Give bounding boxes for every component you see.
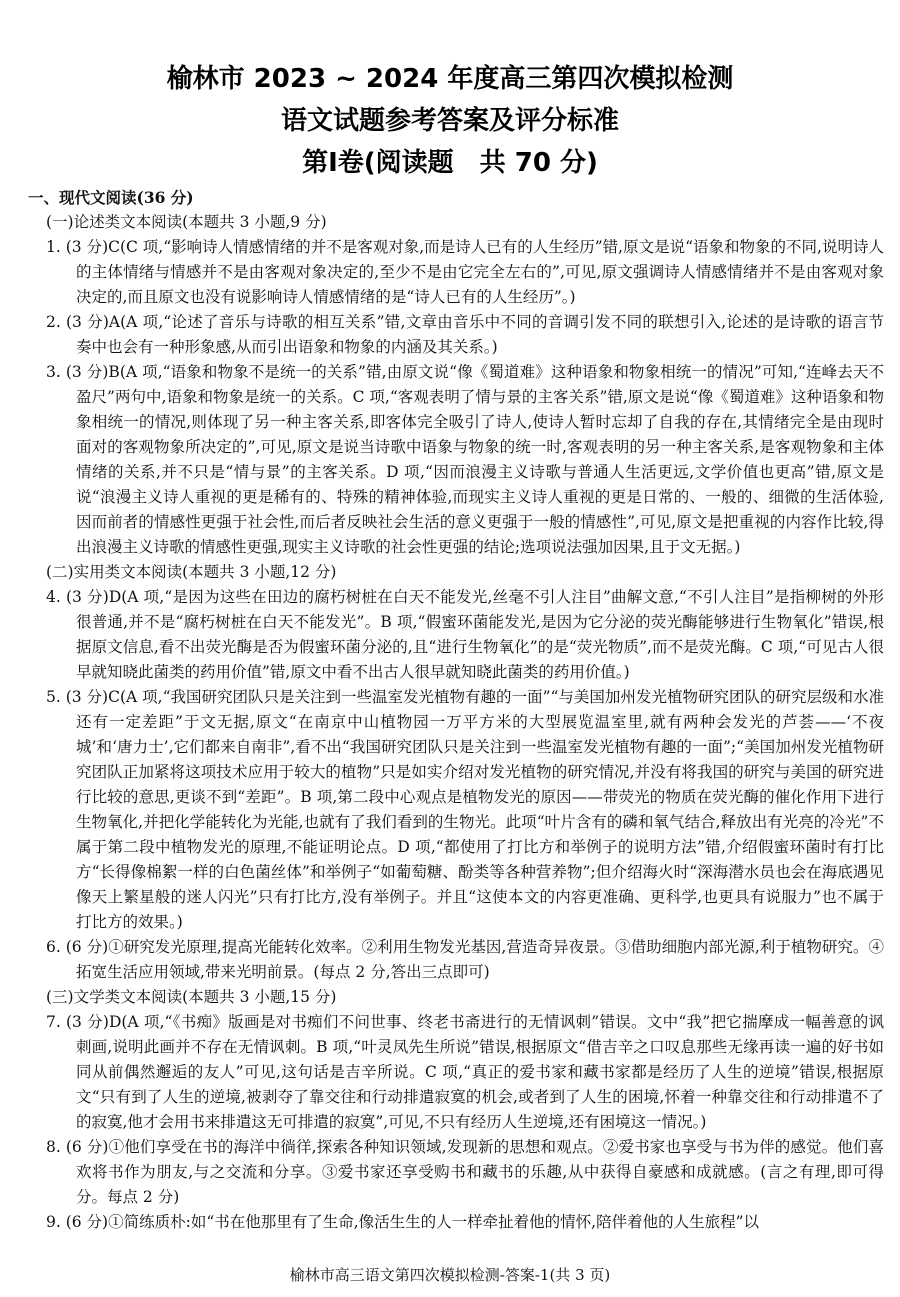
answer-q1: 1. (3 分)C(C 项,“影响诗人情感情绪的并不是客观对象,而是诗人已有的人生经历”错,原文是说“语象和物象的不同,说明诗人的主体情绪与情感并不是由客观对象决定的,至少不是由它完全左右的”,可见,原文强调诗人情感情绪并不是由客观对象决定的,而且原文也没有说影响诗人情感情绪的是“诗人已有的人生经历”。) — [46, 238, 884, 306]
answer-q6: 6. (6 分)①研究发光原理,提高光能转化效率。②利用生物发光基因,营造奇异夜景。③借助细胞内部光源,利于植物研究。④拓宽生活应用领域,带来光明前景。(每点 2 分,答出三点即可) — [46, 938, 884, 981]
volume-title: 第Ⅰ卷(阅读题 共 70 分) — [302, 148, 598, 178]
answer-q2: 2. (3 分)A(A 项,“论述了音乐与诗歌的相互关系”错,文章由音乐中不同的音调引发不同的联想引入,论述的是诗歌的语言节奏中也会有一种形象感,从而引出语象和物象的内涵及其关系。) — [46, 313, 884, 356]
answer-q3: 3. (3 分)B(A 项,“语象和物象不是统一的关系”错,由原文说“像《蜀道难》这种语象和物象相统一的情况”可知,“连峰去天不盈尺”两句中,语象和物象是统一的关系。C 项,“客观表明了情与景的主客关系”错,原文是说“像《蜀道难》这种语象和物象相统一的情况,则体现了另一种主客关系,即客体完全吸引了诗人,使诗人暂时忘却了自我的存在,其情绪完全是由现时面对的客观物象所决定的”,可见,原文是说当诗歌中语象与物象的统一时,客观表明的另一种主客关系,是客观物象和主体情绪的关系,并不只是“情与景”的主客关系。D 项,“因而浪漫主义诗歌与普通人生活更远,文学价值也更高”错,原文是说“浪漫主义诗人重视的更是稀有的、特殊的精神体验,而现实主义诗人重视的更是日常的、一般的、细微的生活体验,因而前者的情感性更强于社会性,而后者反映社会生活的意义更强于一般的情感性”,可见,原文是把重视的内容作比较,得出浪漫主义诗歌的情感性更强,现实主义诗歌的社会性更强的结论;选项说法强加因果,且于文无据。) — [46, 363, 884, 556]
answer-key-title: 语文试题参考答案及评分标准 — [280, 106, 619, 136]
answer-q9: 9. (6 分)①简练质朴:如“书在他那里有了生命,像活生生的人一样牵扯着他的情怀,陪伴着他的人生旅程”以 — [46, 1213, 760, 1231]
answer-content — [28, 185, 884, 1250]
answer-q5: 5. (3 分)C(A 项,“我国研究团队只是关注到一些温室发光植物有趣的一面”“与美国加州发光植物研究团队的研究层级和水准还有一定差距”于文无据,原文“在南京中山植物园一万平方米的大型展览温室里,就有两种会发光的芦荟——‘不夜城’和‘唐力士’,它们都来自南非”,看不出“我国研究团队只是关注到一些温室发光植物有趣的一面”;“美国加州发光植物研究团队正加紧将这项技术应用于较大的植物”只是如实介绍对发光植物的研究情况,并没有将我国的研究与美国的研究进行比较的意思,更谈不到“差距”。B 项,第二段中心观点是植物发光的原因——带荧光的物质在荧光酶的催化作用下进行生物氧化,并把化学能转化为光能,也就有了我们看到的生物光。此项“叶片含有的磷和氧气结合,释放出有光亮的冷光”不属于第二段中植物发光的原理,不能证明论点。D 项,“都使用了打比方和举例子的说明方法”错,介绍假蜜环菌时有打比方“长得像棉絮一样的白色菌丝体”和举例子“如葡萄糖、酚类等各种营养物”;但介绍海火时“深海潜水员也会在海底遇见像天上繁星般的迷人闪光”只有打比方,没有举例子。并且“这使本文的内容更准确、更科学,也更具有说服力”也不属于打比方的效果。) — [46, 688, 884, 931]
subsection-heading-argumentative: (一)论述类文本阅读(本题共 3 小题,9 分) — [46, 213, 327, 231]
subsection-heading-literary: (三)文学类文本阅读(本题共 3 小题,15 分) — [46, 988, 337, 1006]
answer-q7: 7. (3 分)D(A 项,“《书痴》版画是对书痴们不问世事、终老书斋进行的无情讽刺”错误。文中“我”把它揣摩成一幅善意的讽刺画,说明此画并不存在无情讽刺。B 项,“叶灵凤先生所说”错误,根据原文“借吉辛之口叹息那些无缘再读一遍的好书如同从前偶然邂逅的友人”可见,这句话是吉辛所说。C 项,“真正的爱书家和藏书家都是经历了人生的逆境”错误,根据原文“只有到了人生的逆境,被剥夺了靠交往和行动排遣寂寞的机会,或者到了人生的困境,怀着一种靠交往和行动排遣不了的寂寞,他才会用书来排遣这无可排遣的寂寞”,可见,不只有经历人生逆境,还有困境这一情况。) — [46, 1013, 884, 1131]
section-heading-modern-reading: 一、现代文阅读(36 分) — [28, 188, 194, 207]
answer-q4: 4. (3 分)D(A 项,“是因为这些在田边的腐朽树桩在白天不能发光,丝毫不引人注目”曲解文意,“不引人注目”是指柳树的外形很普通,并不是“腐朽树桩在白天不能发光”。B 项,“假蜜环菌能发光,是因为它分泌的荧光酶能够进行生物氧化”错误,根据原文信息,看不出荧光酶是否为假蜜环菌分泌的,且“进行生物氧化”的是“荧光物质”,而不是荧光酶。C 项,“可见古人很早就知晓此菌类的药用价值”错,原文中看不出古人很早就知晓此菌类的药用价值。) — [46, 588, 884, 681]
exam-title: 榆林市 2023 ~ 2024 年度高三第四次模拟检测 — [166, 64, 734, 94]
page-footer: 榆林市高三语文第四次模拟检测-答案-1(共 3 页) — [289, 1266, 611, 1284]
answer-q8: 8. (6 分)①他们享受在书的海洋中徜徉,探索各种知识领域,发现新的思想和观点。②爱书家也享受与书为伴的感觉。他们喜欢将书作为朋友,与之交流和分享。③爱书家还享受购书和藏书的乐趣,从中获得自豪感和成就感。(言之有理,即可得分。每点 2 分) — [46, 1138, 884, 1206]
subsection-heading-practical: (二)实用类文本阅读(本题共 3 小题,12 分) — [46, 563, 337, 581]
